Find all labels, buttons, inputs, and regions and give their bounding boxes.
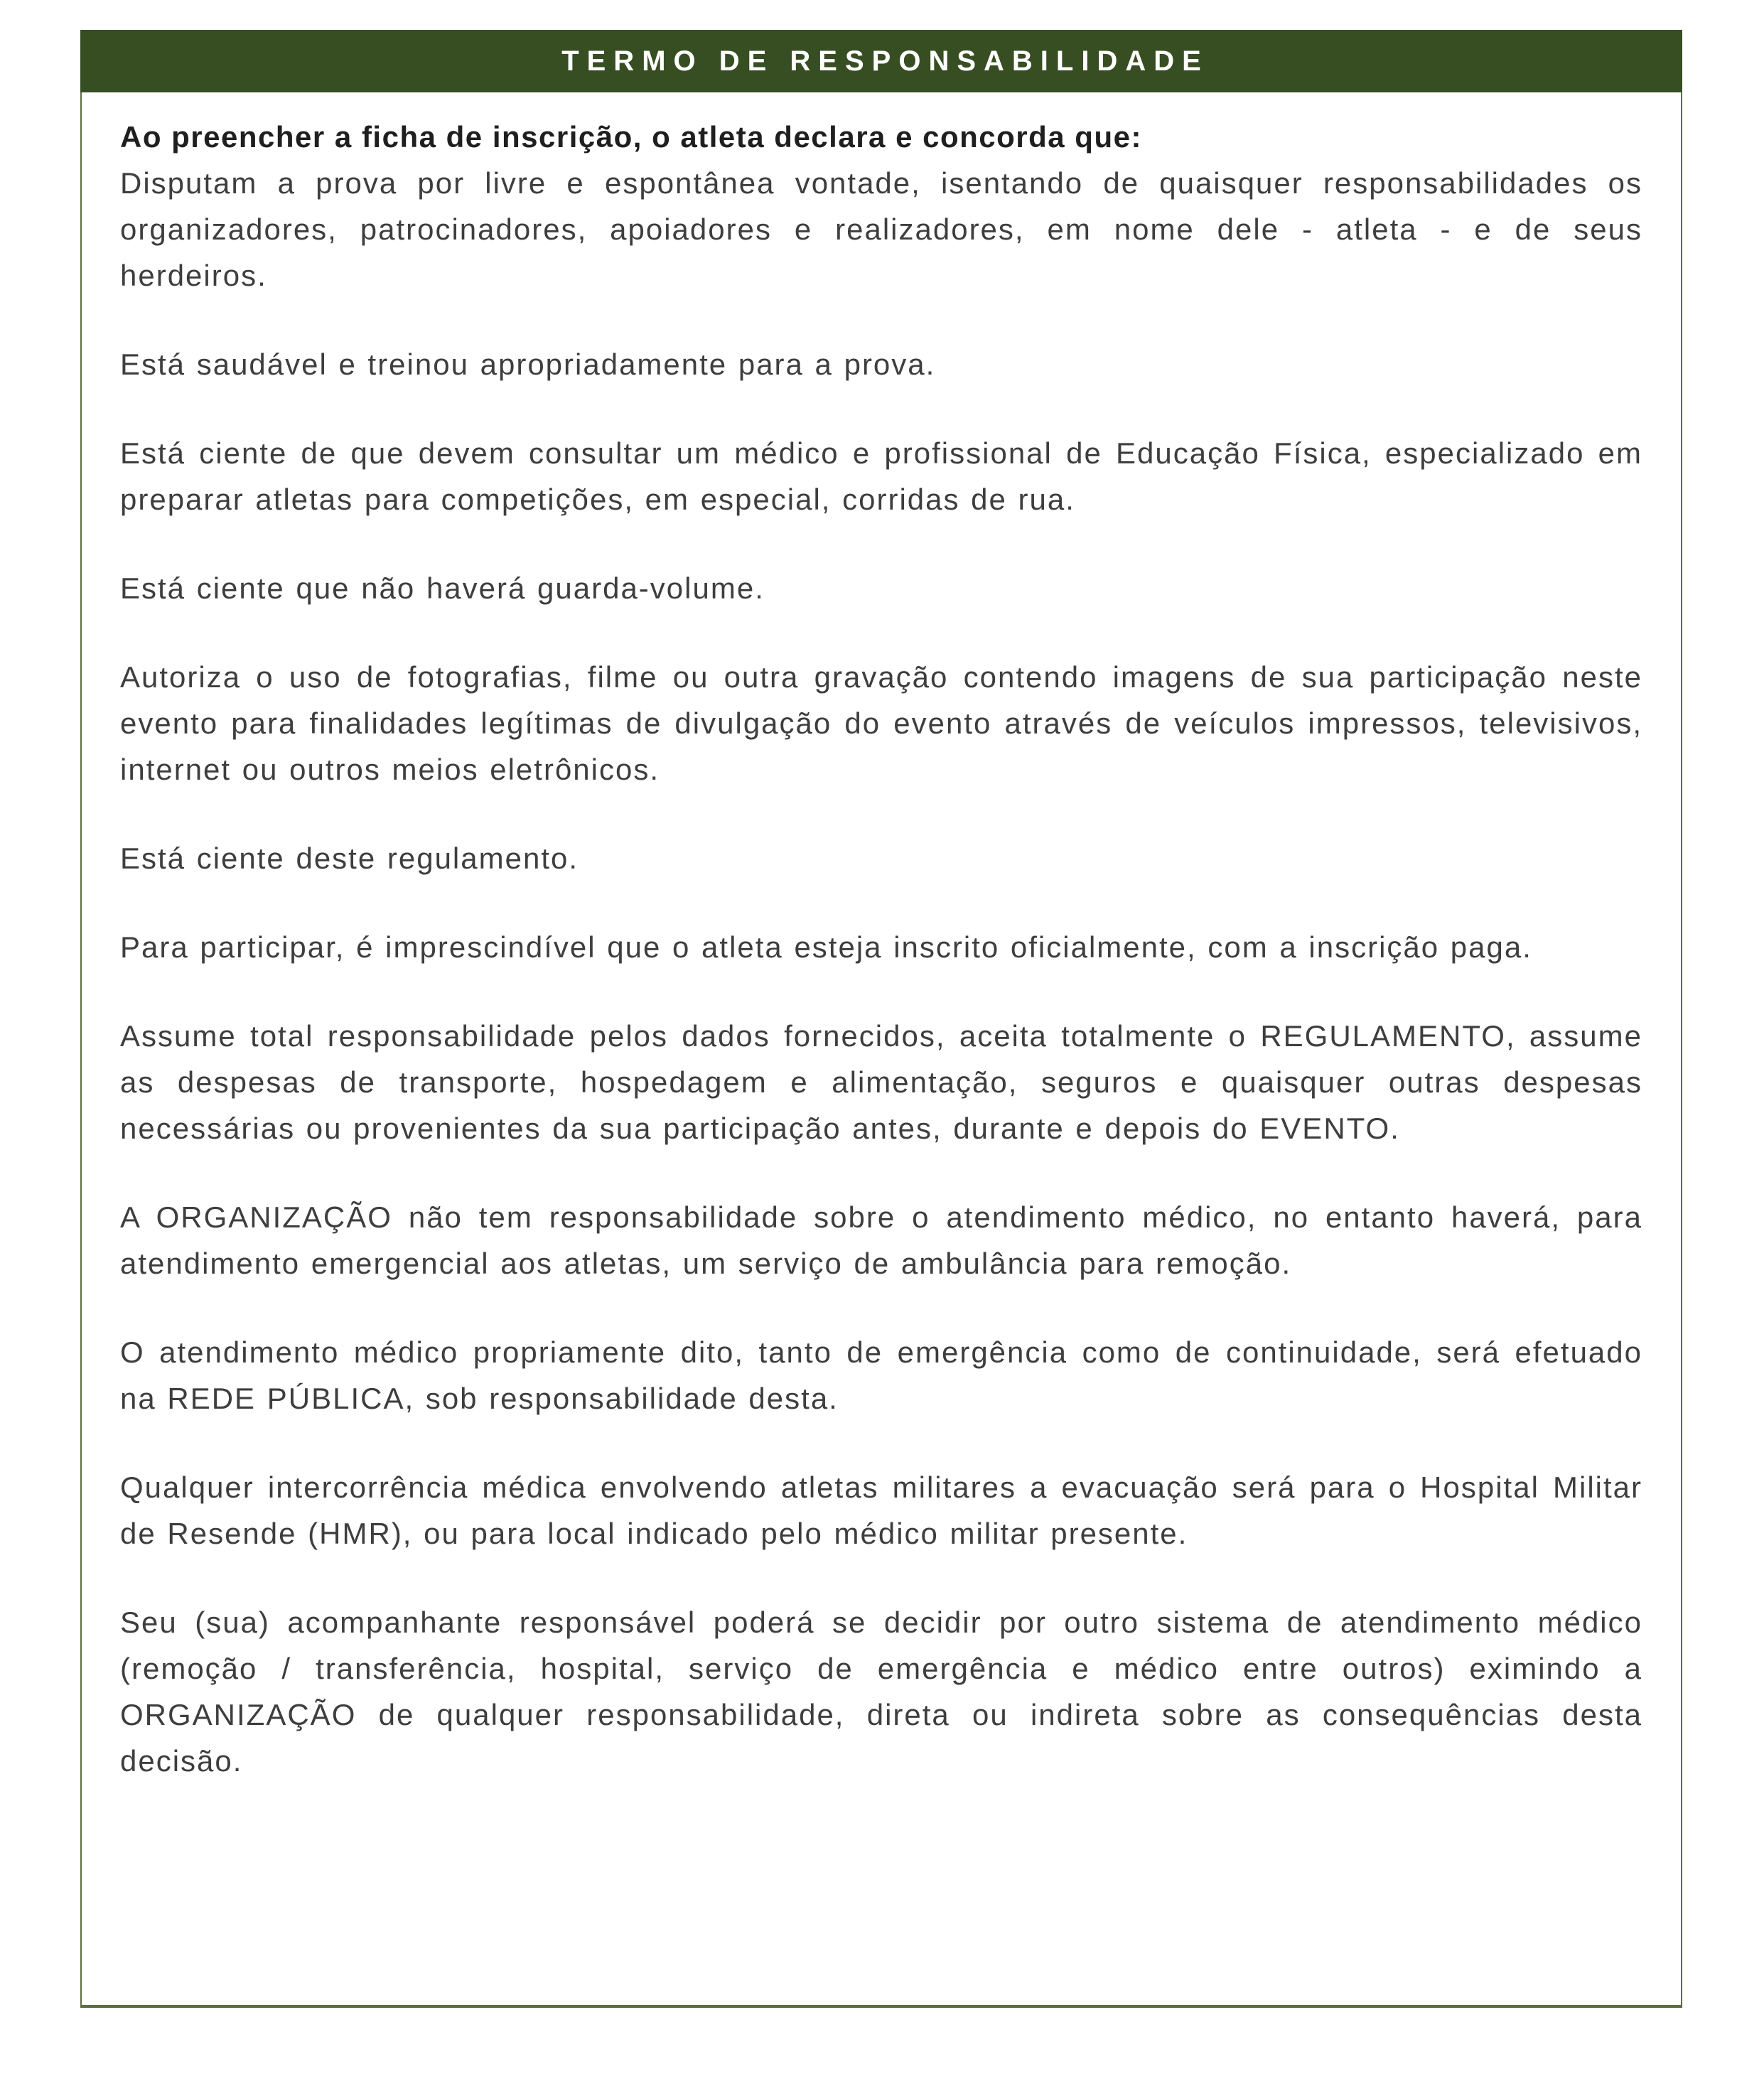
paragraph-list [120,160,1642,1784]
paragraph: Autoriza o uso de fotografias, filme ou outra gravação contendo imagens de sua participação neste evento para finalidades legítimas de divulgação do evento através de veículos impressos, televisivos, internet ou outros meios eletrônicos. [120,660,1642,786]
paragraph: Está ciente deste regulamento. [120,842,579,875]
paragraph: A ORGANIZAÇÃO não tem responsabilidade sobre o atendimento médico, no entanto haverá, para atendimento emergencial aos atletas, um serviço de ambulância para remoção. [120,1200,1642,1280]
paragraph: Seu (sua) acompanhante responsável poderá se decidir por outro sistema de atendimento médico (remoção / transferência, hospital, serviço de emergência e médico entre outros) eximindo a ORGANIZAÇÃO de qualquer responsabilidade, direta ou indireta sobre as consequências desta decisão. [120,1606,1642,1778]
paragraph: Está saudável e treinou apropriadamente para a prova. [120,348,936,381]
paragraph: Assume total responsabilidade pelos dados fornecidos, aceita totalmente o REGULAMENTO, assume as despesas de transporte, hospedagem e alimentação, seguros e quaisquer outras despesas necessárias ou provenientes da sua participação antes, durante e depois do EVENTO. [120,1019,1642,1145]
paragraph: Está ciente que não haverá guarda-volume. [120,571,765,605]
responsibility-term-document [80,30,1682,2008]
intro-heading: Ao preencher a ficha de inscrição, o atleta declara e concorda que: [120,120,1142,154]
title-bar [80,30,1682,92]
paragraph: Disputam a prova por livre e espontânea vontade, isentando de quaisquer responsabilidades os organizadores, patrocinadores, apoiadores e realizadores, em nome dele - atleta - e de seus herdeiros. [120,166,1642,292]
page-title: TERMO DE RESPONSABILIDADE [561,45,1209,77]
paragraph: Qualquer intercorrência médica envolvendo atletas militares a evacuação será para o Hospital Militar de Resende (HMR), ou para local indicado pelo médico militar presente. [120,1471,1642,1550]
paragraph: Está ciente de que devem consultar um médico e profissional de Educação Física, especializado em preparar atletas para competições, em especial, corridas de rua. [120,436,1642,516]
paragraph: Para participar, é imprescindível que o atleta esteja inscrito oficialmente, com a inscrição paga. [120,930,1532,964]
paragraph: O atendimento médico propriamente dito, tanto de emergência como de continuidade, será efetuado na REDE PÚBLICA, sob responsabilidade desta. [120,1335,1642,1415]
document-body [80,92,1682,2008]
